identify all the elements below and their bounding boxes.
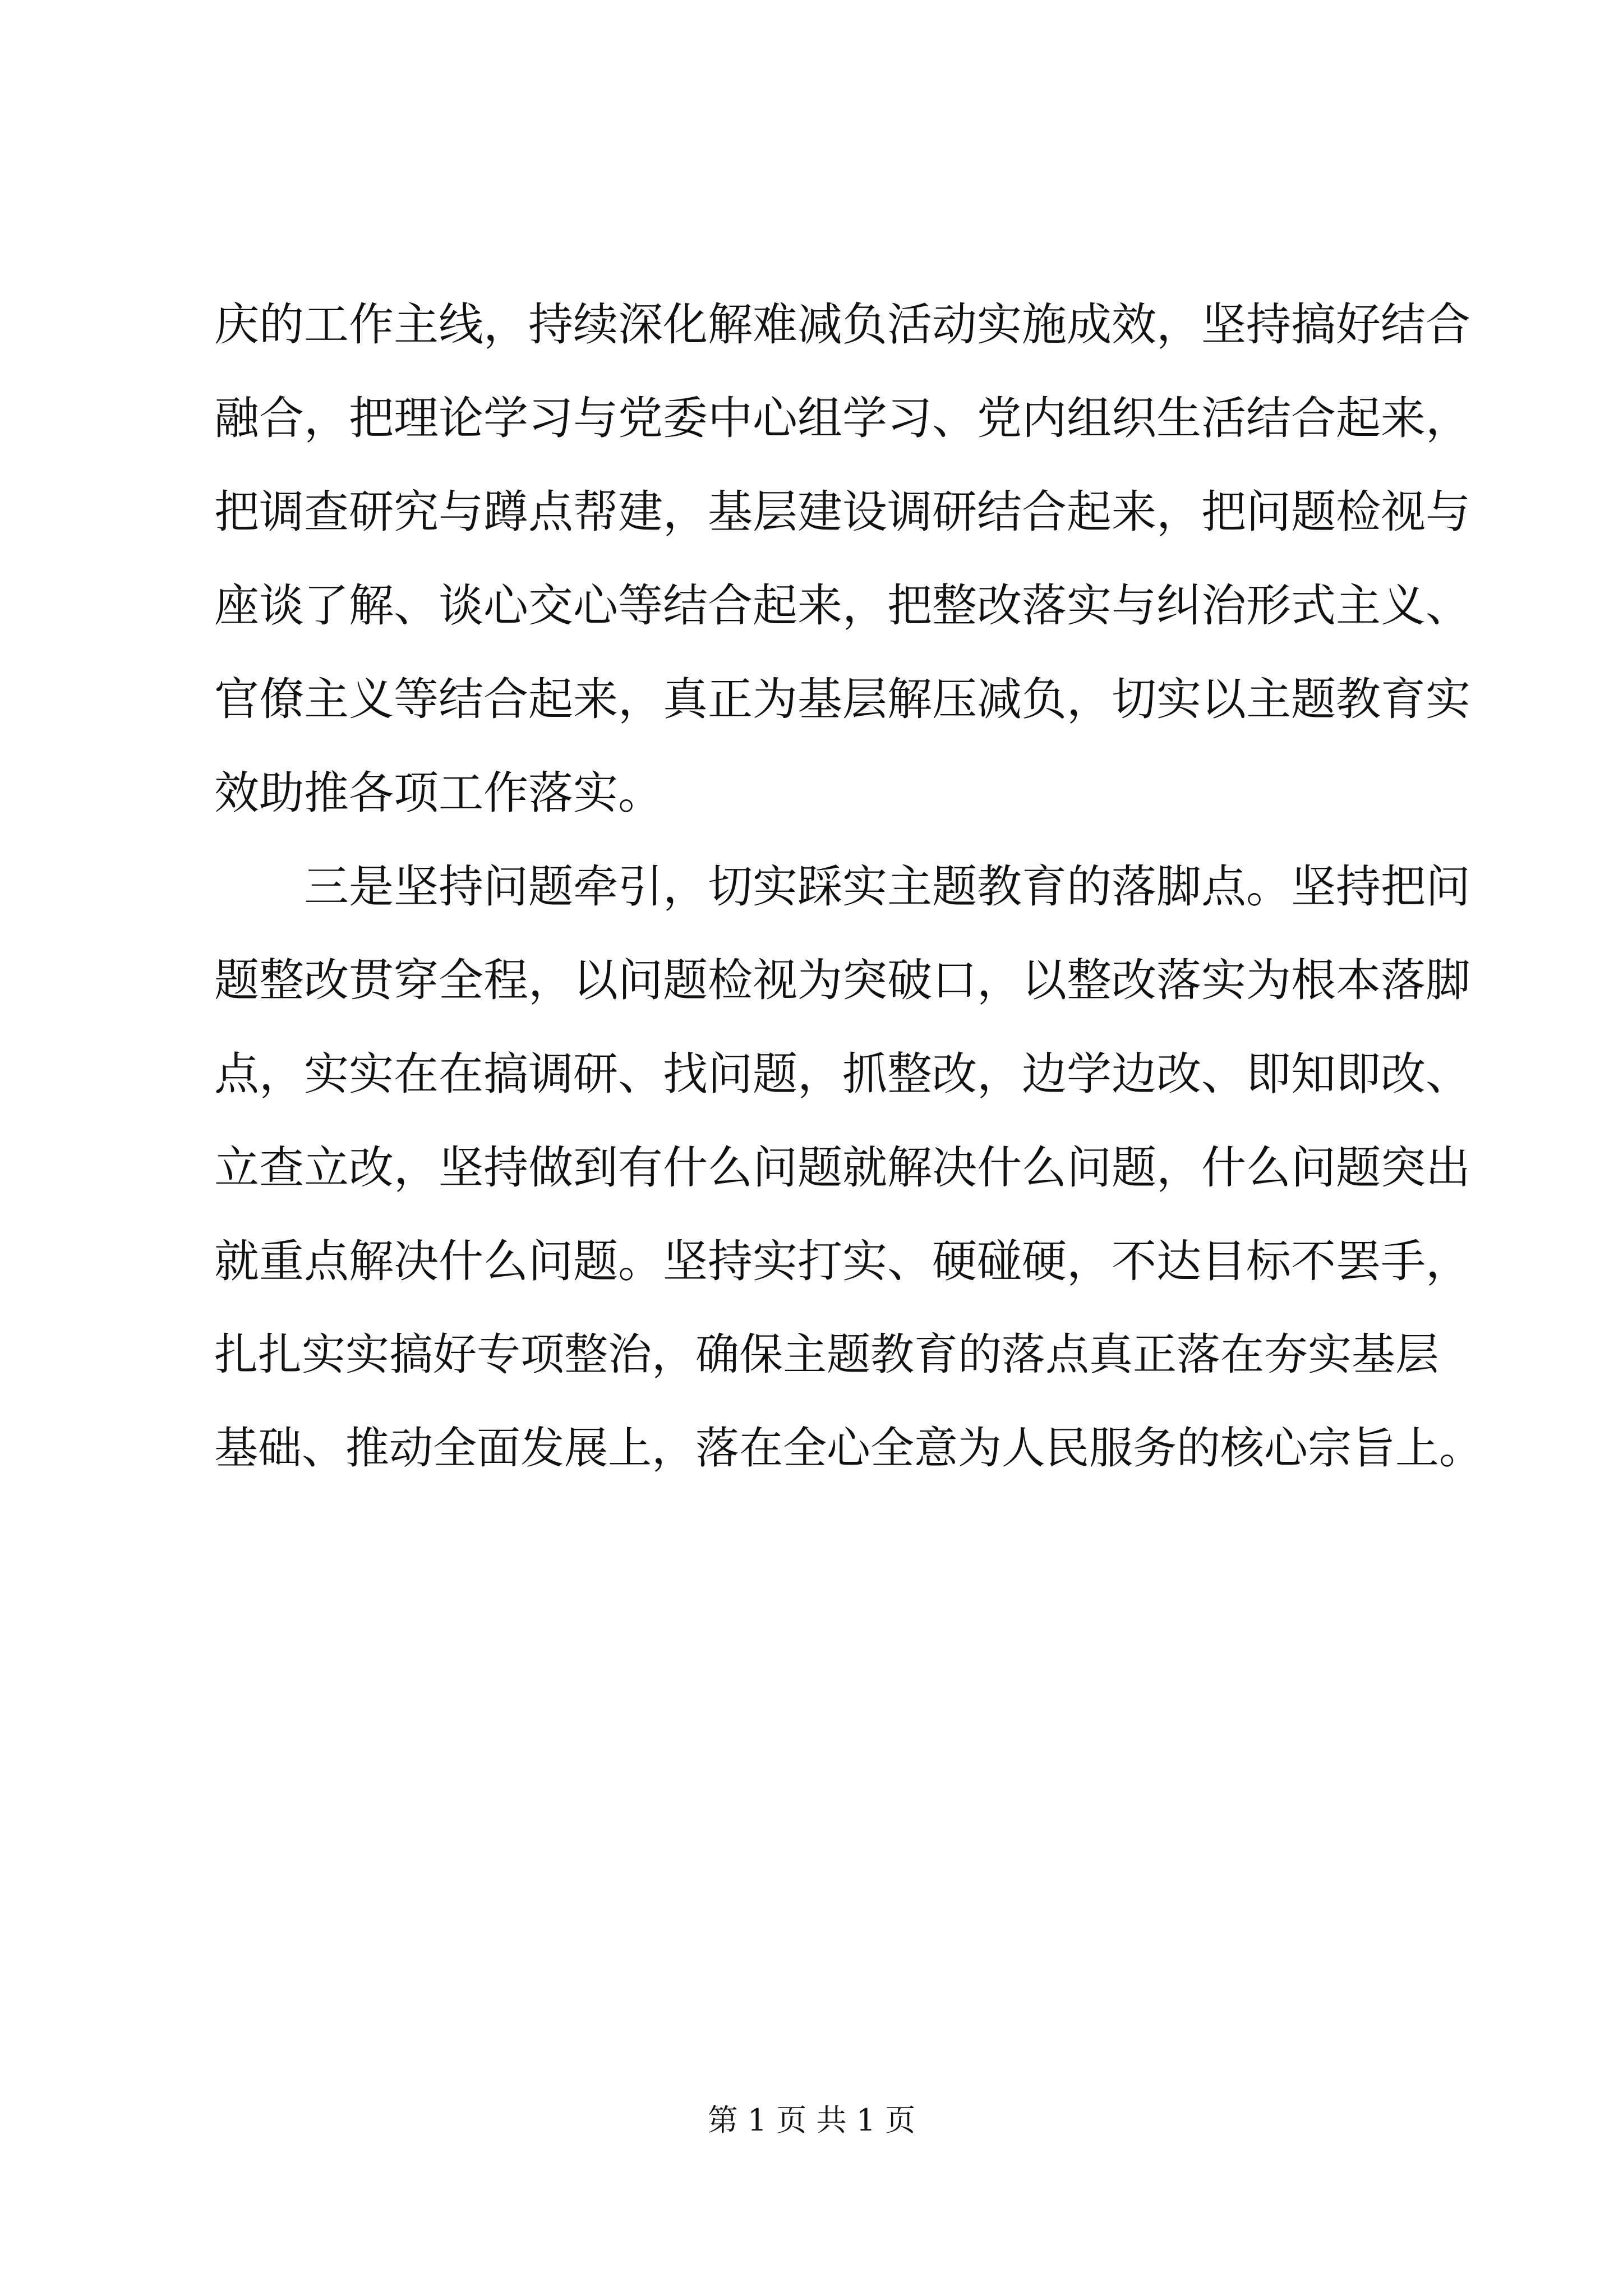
text-line: 官僚主义等结合起来，真正为基层解压减负，切实以主题教育实 — [214, 673, 1470, 725]
text-line: 立查立改，坚持做到有什么问题就解决什么问题，什么问题突出 — [214, 1142, 1470, 1194]
text-line: 就重点解决什么问题。坚持实打实、硬碰硬，不达目标不罢手， — [214, 1235, 1470, 1287]
text-line: 基础、推动全面发展上，落在全心全意为人民服务的核心宗旨上。 — [214, 1423, 1483, 1474]
text-line: 扎扎实实搞好专项整治，确保主题教育的落点真正落在夯实基层 — [214, 1329, 1440, 1380]
text-line: 效助推各项工作落实。 — [214, 767, 663, 819]
text-line: 题整改贯穿全程，以问题检视为突破口，以整改落实为根本落脚 — [214, 954, 1470, 1006]
text-line: 把调查研究与蹲点帮建，基层建设调研结合起来，把问题检视与 — [214, 486, 1470, 538]
text-line: 点，实实在在搞调研、找问题，抓整改，边学边改、即知即改、 — [214, 1048, 1470, 1100]
document-body — [214, 278, 1483, 1496]
text-line: 三是坚持问题牵引，切实踩实主题教育的落脚点。坚持把问 — [214, 861, 1470, 913]
page-footer: 第 1 页 共 1 页 — [707, 2102, 916, 2138]
text-line: 庆的工作主线，持续深化解难减负活动实施成效，坚持搞好结合 — [214, 298, 1470, 351]
text-line: 座谈了解、谈心交心等结合起来，把整改落实与纠治形式主义、 — [214, 579, 1470, 632]
text-line: 融合，把理论学习与党委中心组学习、党内组织生活结合起来， — [214, 392, 1470, 444]
